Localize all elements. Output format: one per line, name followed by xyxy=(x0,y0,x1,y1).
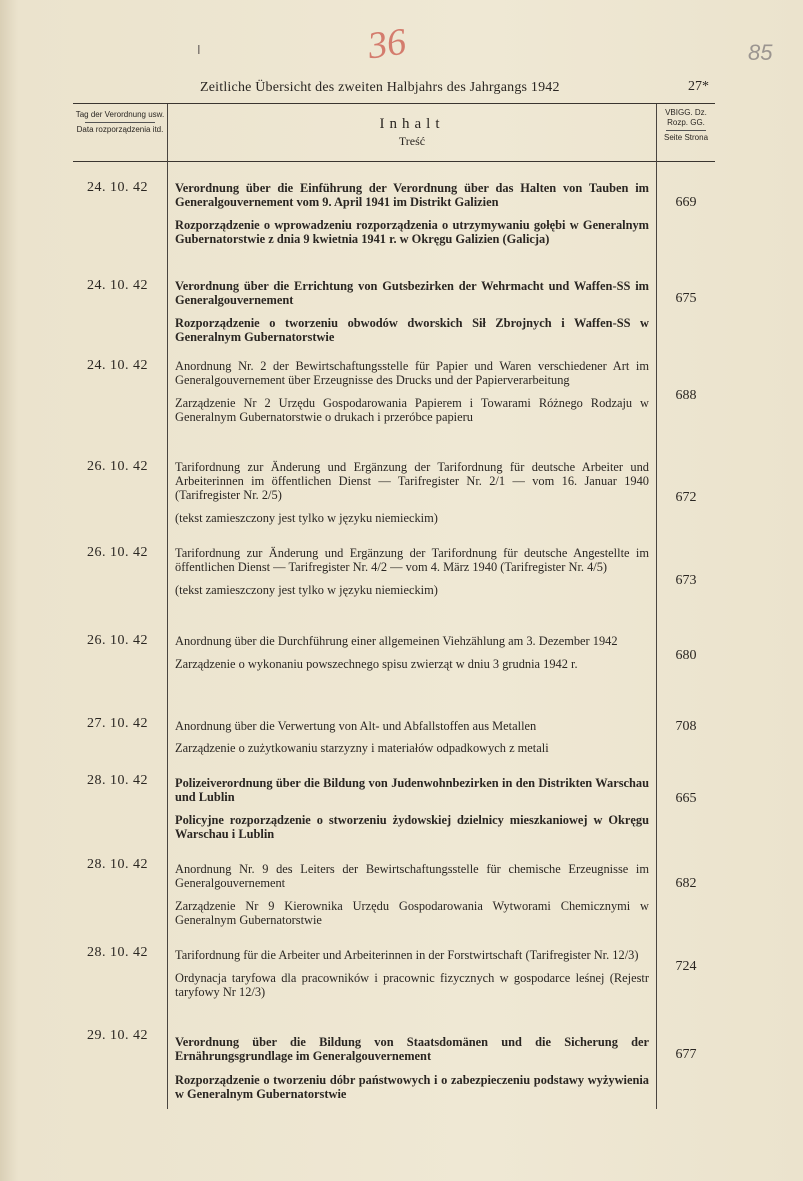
entry-text-de: Tarifordnung zur Änderung und Ergänzung der Tarifordnung für deutsche Angestellte im öffentlichen Dienst — Tarifregister Nr. 4/2 — vom 4. März 1940 (Tarifregister Nr. 4/5) xyxy=(175,546,649,574)
entry-text-de: Polizeiverordnung über die Bildung von Judenwohnbezirken in den Distrikten Warschau und Lublin xyxy=(175,776,649,804)
column-divider-date xyxy=(167,104,168,1109)
entry-text-de: Verordnung über die Errichtung von Gutsbezirken der Wehrmacht und Waffen-SS im Generalgouvernement xyxy=(175,279,649,307)
entry-text-de: Anordnung über die Durchführung einer allgemeinen Viehzählung am 3. Dezember 1942 xyxy=(175,634,618,648)
header-ref-de: VBIGG. Dz. Rozp. GG. xyxy=(665,108,707,127)
entry-text-pl: (tekst zamieszczony jest tylko w języku niemieckim) xyxy=(175,511,438,525)
entry-text-pl: Rozporządzenie o wprowadzeniu rozporządzenia o utrzymywaniu gołębi w Generalnym Gubernatorstwie z dnia 9 kwietnia 1941 r. w Okręgu Galizien (Galicja) xyxy=(175,218,649,246)
entry-page-ref: 680 xyxy=(675,648,697,663)
entry-page-ref: 669 xyxy=(675,195,697,210)
entry-page-ref: 673 xyxy=(675,573,697,588)
entry-date: 24. 10. 42 xyxy=(87,358,148,373)
entry-page-ref: 708 xyxy=(675,719,697,734)
entry-text-pl: Zarządzenie Nr 9 Kierownika Urzędu Gospodarowania Wytworami Chemicznymi w Generalnym Gubernatorstwie xyxy=(175,899,649,927)
header-date-de: Tag der Verordnung usw. xyxy=(75,110,165,119)
entry-text-de: Anordnung Nr. 2 der Bewirtschaftungsstelle für Papier und Waren verschiedener Art im Generalgouvernement über Erzeugnisse des Drucks und der Papierverarbeitung xyxy=(175,359,649,387)
entry-date: 28. 10. 42 xyxy=(87,945,148,960)
header-ref-pl: Seite Strona xyxy=(663,133,709,142)
entry-text-de: Tarifordnung für die Arbeiter und Arbeiterinnen in der Forstwirtschaft (Tarifregister Nr. 12/3) xyxy=(175,948,639,962)
header-date-pl: Data rozporządzenia itd. xyxy=(76,125,164,134)
header-date-column xyxy=(74,110,166,135)
entry-date: 29. 10. 42 xyxy=(87,1028,148,1043)
entry-page-ref: 688 xyxy=(675,388,697,403)
entry-page-ref: 724 xyxy=(675,959,697,974)
entry-text-de: Verordnung über die Einführung der Verordnung über das Halten von Tauben im Generalgouvernement vom 9. April 1941 im Distrikt Galizien xyxy=(175,181,649,209)
entry-text-pl: Zarządzenie o zużytkowaniu starzyzny i materiałów odpadkowych z metali xyxy=(175,741,549,755)
entry-page-ref: 672 xyxy=(675,490,697,505)
entry-text-pl: Rozporządzenie o tworzeniu dóbr państwowych i o zabezpieczeniu podstawy wyżywienia w Generalnym Gubernatorstwie xyxy=(175,1073,649,1101)
header-content-pl: Treść xyxy=(398,134,426,148)
entry-text-pl: Rozporządzenie o tworzeniu obwodów dworskich Sił Zbrojnych i Waffen-SS w Generalnym Gubernatorstwie xyxy=(175,316,649,344)
table-top-rule xyxy=(73,103,715,104)
entry-page-ref: 677 xyxy=(675,1047,697,1062)
entry-date: 26. 10. 42 xyxy=(87,633,148,648)
page-number: 27* xyxy=(688,79,709,94)
page-title: Zeitliche Übersicht des zweiten Halbjahrs des Jahrgangs 1942 xyxy=(200,80,560,95)
entry-text-pl: Zarządzenie o wykonaniu powszechnego spisu zwierząt w dniu 3 grudnia 1942 r. xyxy=(175,657,578,671)
table-header-rule xyxy=(73,161,715,162)
pencil-tick-mark: I xyxy=(197,42,201,57)
entry-date: 26. 10. 42 xyxy=(87,459,148,474)
header-content-column xyxy=(168,116,656,149)
entry-date: 27. 10. 42 xyxy=(87,716,148,731)
entry-date: 28. 10. 42 xyxy=(87,857,148,872)
entry-date: 24. 10. 42 xyxy=(87,180,148,195)
entry-date: 24. 10. 42 xyxy=(87,278,148,293)
entry-date: 28. 10. 42 xyxy=(87,773,148,788)
entry-text-pl: (tekst zamieszczony jest tylko w języku niemieckim) xyxy=(175,583,438,597)
entry-page-ref: 665 xyxy=(675,791,697,806)
entry-text-pl: Ordynacja taryfowa dla pracowników i pracownic fizycznych w gospodarce leśnej (Rejestr taryfowy Nr 12/3) xyxy=(175,971,649,999)
entry-date: 26. 10. 42 xyxy=(87,545,148,560)
entry-text-pl: Policyjne rozporządzenie o stworzeniu żydowskiej dzielnicy mieszkaniowej w Okręgu Warschau i Lublin xyxy=(175,813,649,841)
pencil-folio-number: 85 xyxy=(748,40,773,65)
archive-stamp-number: 36 xyxy=(365,20,409,68)
entry-page-ref: 675 xyxy=(675,291,697,306)
entry-text-de: Tarifordnung zur Änderung und Ergänzung der Tarifordnung für deutsche Arbeiter und Arbeiterinnen im öffentlichen Dienst — Tarifregister Nr. 2/1 — vom 16. Januar 1940 (Tarifregister Nr. 2/5) xyxy=(175,460,649,502)
entry-text-de: Verordnung über die Bildung von Staatsdomänen und die Sicherung der Ernährungsgrundlage im Generalgouvernement xyxy=(175,1035,649,1063)
entry-page-ref: 682 xyxy=(675,876,697,891)
entry-text-de: Anordnung Nr. 9 des Leiters der Bewirtschaftungsstelle für chemische Erzeugnisse im Generalgouvernement xyxy=(175,862,649,890)
entry-text-de: Anordnung über die Verwertung von Alt- und Abfallstoffen aus Metallen xyxy=(175,719,537,733)
header-ref-column xyxy=(657,108,715,143)
header-content-de: Inhalt xyxy=(379,116,445,132)
entry-text-pl: Zarządzenie Nr 2 Urzędu Gospodarowania Papierem i Towarami Różnego Rodzaju w Generalnym Gubernatorstwie o drukach i przeróbce papieru xyxy=(175,396,649,424)
